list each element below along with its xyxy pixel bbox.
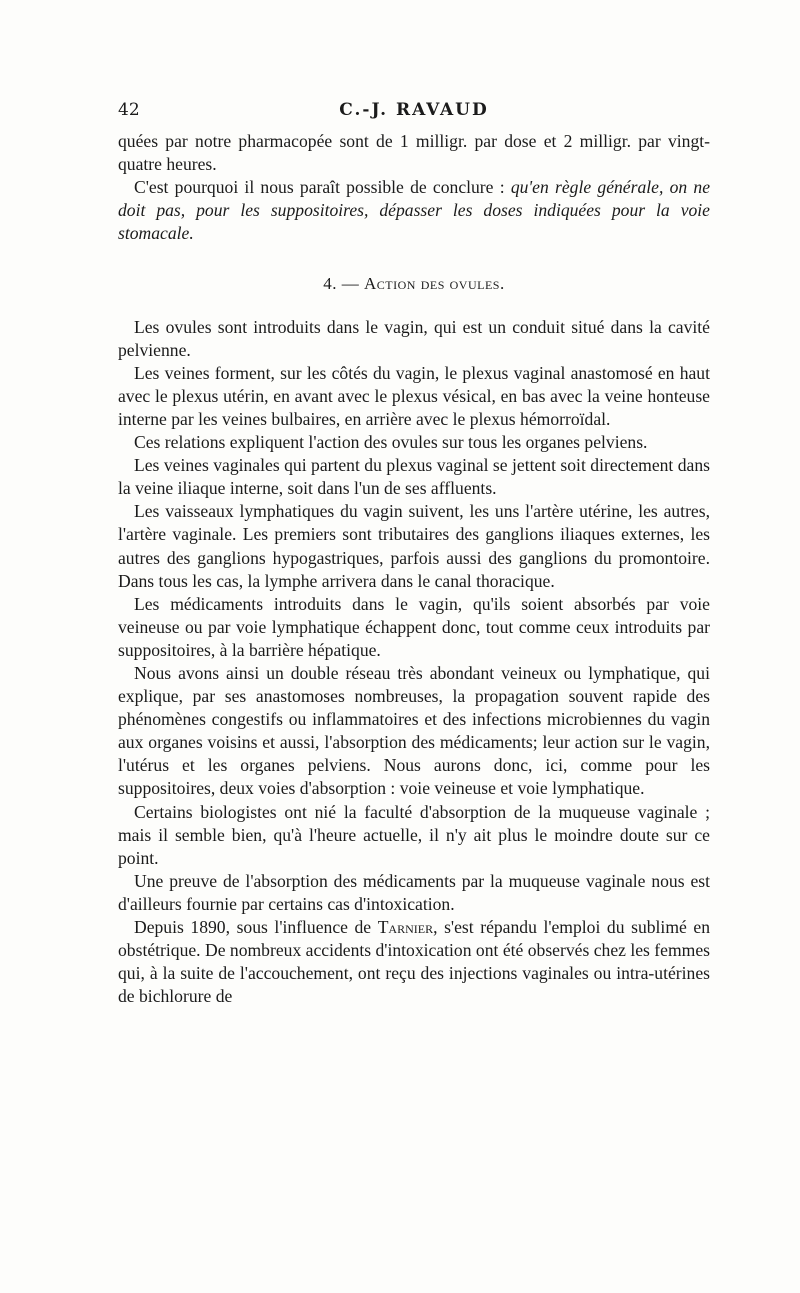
paragraph: Ces relations expliquent l'action des ovules sur tous les organes pelviens. — [134, 432, 648, 453]
conclusion-lead: C'est pourquoi il nous paraît possible de conclure : — [134, 177, 511, 198]
paragraph: Certains biologistes ont nié la faculté d'absorption de la muqueuse vaginale ; mais il semble bien, qu'à l'heure actuelle, il n'y ait plus le moindre doute sur ce point. — [118, 801, 710, 868]
page-number: 42 — [118, 100, 140, 120]
paragraph: Les vaisseaux lymphatiques du vagin suivent, les uns l'artère utérine, les autres, l'artère vaginale. Les premiers sont tributaires des ganglions iliaques externes, les autres des ganglions hypogastriques, parfois aussi des ganglions du promontoire. Dans tous les cas, la lymphe arrivera dans le canal thoracique. — [118, 501, 710, 591]
paragraph: Les veines vaginales qui partent du plexus vaginal se jettent soit directement dans la veine iliaque interne, soit dans l'un de ses affluents. — [118, 455, 710, 499]
body-text — [118, 130, 710, 1008]
paragraph-continuation: quées par notre pharmacopée sont de 1 milligr. par dose et 2 milligr. par vingt-quatre heures. — [118, 131, 710, 175]
paragraph: Les ovules sont introduits dans le vagin, qui est un conduit situé dans la cavité pelvienne. — [118, 316, 710, 360]
section-heading — [118, 272, 710, 295]
section-title: Action des ovules. — [364, 274, 505, 294]
paragraph: Une preuve de l'absorption des médicaments par la muqueuse vaginale nous est d'ailleurs fournie par certains cas d'intoxication. — [118, 870, 710, 914]
page-header — [118, 100, 710, 126]
paragraph: Nous avons ainsi un double réseau très abondant veineux ou lymphatique, qui explique, par ses anastomoses nombreuses, la propagation souvent rapide des phénomènes congestifs ou inflammatoires et des infections microbiennes du vagin aux organes voisins et aussi, l'absorption des médicaments; leur action sur le vagin, l'utérus et les organes pelviens. Nous aurons donc, ici, comme pour les suppositoires, deux voies d'absorption : voie veineuse et voie lymphatique. — [118, 662, 710, 799]
section-number: 4. — [323, 274, 338, 294]
paragraph-conclusion — [118, 176, 710, 245]
conclusion-italic: qu'en règle générale, on ne doit pas, pour les suppositoires, dépasser les doses indiquées pour la voie stomacale. — [118, 177, 711, 244]
section-dash: — — [341, 274, 360, 294]
running-head: C.-J. RAVAUD — [339, 100, 489, 120]
tarnier-rest: , s'est répandu l'emploi du sublimé en obstétrique. De nombreux accidents d'intoxication ont été observés chez les femmes qui, à la suite de l'accouchement, ont reçu des injections vaginales ou intra-utérines de bichlorure de — [118, 917, 710, 1007]
author-name: Tarnier — [377, 917, 434, 937]
paragraph: Les veines forment, sur les côtés du vagin, le plexus vaginal anastomosé en haut avec le plexus utérin, en avant avec le plexus vésical, en bas avec la veine honteuse interne par les veines bulbaires, en arrière avec le plexus hémorroïdal. — [118, 362, 710, 429]
paragraph: Les médicaments introduits dans le vagin, qu'ils soient absorbés par voie veineuse ou par voie lymphatique échappent donc, tout comme ceux introduits par suppositoires, à la barrière hépatique. — [118, 593, 710, 660]
tarnier-lead: Depuis 1890, sous l'influence de — [134, 917, 378, 937]
paragraph-tarnier — [118, 916, 710, 1008]
